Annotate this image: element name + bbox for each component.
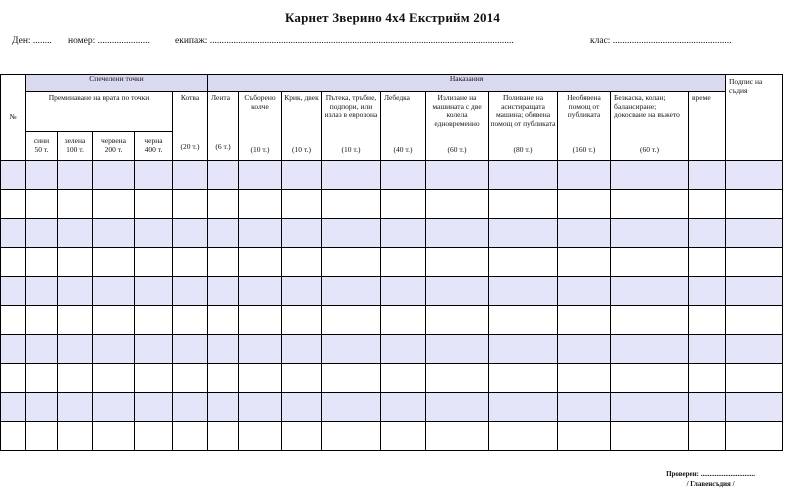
table-cell[interactable] [58, 306, 93, 335]
table-cell[interactable] [558, 248, 611, 277]
anchor-header [173, 92, 208, 161]
penalty-safety-header [611, 92, 689, 161]
penalty-undeclared-help-header [558, 92, 611, 161]
table-cell[interactable] [489, 364, 558, 393]
table-cell[interactable] [239, 248, 282, 277]
number-column-header: № [1, 75, 26, 161]
table-cell[interactable] [689, 161, 726, 190]
table-cell[interactable] [208, 190, 239, 219]
table-cell[interactable] [689, 306, 726, 335]
table-cell[interactable] [239, 364, 282, 393]
table-cell[interactable] [689, 364, 726, 393]
anchor-label: Котва [180, 93, 200, 102]
earned-points-header: Спечелени точки [26, 75, 208, 92]
scorecard-table [0, 74, 783, 451]
table-cell[interactable] [381, 306, 426, 335]
time-header: време [689, 92, 726, 161]
table-cell[interactable] [239, 219, 282, 248]
table-cell[interactable] [689, 190, 726, 219]
table-cell[interactable] [239, 190, 282, 219]
table-cell[interactable] [558, 190, 611, 219]
table-cell[interactable] [489, 277, 558, 306]
table-cell[interactable] [381, 190, 426, 219]
table-cell[interactable] [726, 306, 783, 335]
table-cell[interactable] [58, 219, 93, 248]
table-cell[interactable] [282, 161, 322, 190]
table-cell[interactable] [173, 422, 208, 451]
table-cell[interactable] [208, 161, 239, 190]
table-cell[interactable] [93, 335, 135, 364]
table-cell[interactable] [239, 306, 282, 335]
table-cell[interactable] [322, 335, 381, 364]
table-cell[interactable] [322, 219, 381, 248]
table-cell[interactable] [58, 364, 93, 393]
table-cell[interactable] [135, 335, 173, 364]
gate-label: зелена [64, 136, 86, 146]
table-cell[interactable] [135, 277, 173, 306]
table-cell[interactable] [173, 306, 208, 335]
table-cell[interactable] [173, 393, 208, 422]
table-cell[interactable] [558, 161, 611, 190]
penalty-label: Лебедка [384, 93, 411, 102]
table-cell[interactable] [381, 161, 426, 190]
gate-points: 400 т. [144, 144, 163, 154]
table-cell[interactable] [239, 277, 282, 306]
table-cell[interactable] [135, 393, 173, 422]
table-cell[interactable] [726, 161, 783, 190]
table-cell[interactable] [558, 306, 611, 335]
table-cell[interactable] [26, 190, 58, 219]
penalty-label: Лента [211, 93, 231, 102]
table-row [1, 393, 783, 422]
table-cell[interactable] [426, 248, 489, 277]
table-cell[interactable] [282, 306, 322, 335]
table-cell[interactable] [208, 335, 239, 364]
table-row [1, 219, 783, 248]
penalty-points: (60 т.) [447, 145, 467, 155]
table-cell[interactable] [426, 306, 489, 335]
table-cell[interactable] [93, 422, 135, 451]
table-cell[interactable] [173, 219, 208, 248]
table-row [1, 190, 783, 219]
table-cell[interactable] [208, 306, 239, 335]
table-cell[interactable] [611, 306, 689, 335]
table-cell[interactable] [239, 161, 282, 190]
table-cell[interactable] [726, 190, 783, 219]
penalty-label: Крик, двек [284, 93, 319, 102]
day-field[interactable]: Ден: ........ [12, 36, 52, 46]
table-cell[interactable] [322, 364, 381, 393]
table-cell[interactable] [611, 422, 689, 451]
table-cell[interactable] [381, 219, 426, 248]
gate-label: червена [100, 136, 127, 146]
table-cell[interactable] [558, 393, 611, 422]
table-cell[interactable] [282, 393, 322, 422]
table-cell[interactable] [381, 335, 426, 364]
table-cell[interactable] [58, 277, 93, 306]
table-cell[interactable] [93, 190, 135, 219]
table-cell[interactable] [381, 364, 426, 393]
table-cell[interactable] [558, 277, 611, 306]
table-cell[interactable] [1, 335, 26, 364]
penalty-tape-header [208, 92, 239, 161]
table-cell[interactable] [173, 335, 208, 364]
table-cell[interactable] [1, 364, 26, 393]
penalty-points: (40 т.) [393, 145, 413, 155]
penalty-label: Безкаска, колан; балансиране; докосване на въжето [614, 93, 680, 120]
table-cell[interactable] [322, 306, 381, 335]
anchor-points: (20 т.) [180, 142, 200, 152]
table-row [1, 306, 783, 335]
table-cell[interactable] [1, 219, 26, 248]
table-cell[interactable] [726, 393, 783, 422]
penalty-points: (80 т.) [513, 145, 533, 155]
table-cell[interactable] [239, 393, 282, 422]
table-cell[interactable] [489, 335, 558, 364]
footer [666, 470, 755, 488]
table-cell[interactable] [173, 161, 208, 190]
table-cell[interactable] [426, 422, 489, 451]
table-cell[interactable] [93, 219, 135, 248]
passing-gates-header: Преминаване на врата по точки [26, 92, 173, 132]
penalties-header: Наказания [208, 75, 726, 92]
penalty-points: (10 т.) [292, 145, 311, 155]
table-cell[interactable] [611, 248, 689, 277]
table-cell[interactable] [58, 335, 93, 364]
penalty-two-wheels-header [426, 92, 489, 161]
table-row [1, 335, 783, 364]
penalty-label: Излизане на машината с две колела едновременно [432, 93, 482, 128]
page-title: Карнет Зверино 4x4 Екстрийм 2014 [284, 10, 501, 25]
table-cell[interactable] [489, 190, 558, 219]
table-cell[interactable] [282, 335, 322, 364]
table-cell[interactable] [381, 277, 426, 306]
penalty-label: Съборено колче [244, 93, 276, 111]
table-row [1, 248, 783, 277]
table-cell[interactable] [93, 393, 135, 422]
table-cell[interactable] [322, 161, 381, 190]
table-cell[interactable] [282, 364, 322, 393]
table-cell[interactable] [208, 219, 239, 248]
table-cell[interactable] [489, 219, 558, 248]
table-cell[interactable] [173, 364, 208, 393]
table-cell[interactable] [93, 306, 135, 335]
table-cell[interactable] [726, 219, 783, 248]
table-cell[interactable] [282, 219, 322, 248]
table-cell[interactable] [58, 248, 93, 277]
table-cell[interactable] [489, 306, 558, 335]
penalty-assist-header [489, 92, 558, 161]
table-cell[interactable] [489, 248, 558, 277]
table-cell[interactable] [239, 422, 282, 451]
table-cell[interactable] [322, 248, 381, 277]
penalty-label: Необявена помощ от публиката [567, 93, 601, 120]
table-row [1, 422, 783, 451]
table-cell[interactable] [93, 277, 135, 306]
table-cell[interactable] [558, 335, 611, 364]
table-cell[interactable] [426, 190, 489, 219]
table-cell[interactable] [611, 161, 689, 190]
table-cell[interactable] [135, 248, 173, 277]
table-cell[interactable] [322, 422, 381, 451]
table-cell[interactable] [558, 364, 611, 393]
table-cell[interactable] [26, 248, 58, 277]
chief-judge-label: / Главенсъдия / [686, 480, 735, 488]
table-cell[interactable] [689, 248, 726, 277]
table-cell[interactable] [282, 190, 322, 219]
table-cell[interactable] [689, 422, 726, 451]
penalty-points: (10 т.) [341, 145, 361, 155]
crew-field[interactable]: екипаж: ................................................................................................................................ [175, 36, 514, 46]
gate-blue-header [26, 131, 58, 160]
penalty-label: Поливане на асистиращата машина; обявена помощ от публиката [490, 93, 556, 128]
table-cell[interactable] [322, 190, 381, 219]
table-cell[interactable] [282, 277, 322, 306]
table-cell[interactable] [58, 190, 93, 219]
table-cell[interactable] [558, 219, 611, 248]
table-cell[interactable] [426, 219, 489, 248]
table-cell[interactable] [726, 364, 783, 393]
table-cell[interactable] [208, 393, 239, 422]
gate-points: 50 т. [34, 144, 49, 154]
gate-black-header [135, 131, 173, 160]
table-cell[interactable] [208, 277, 239, 306]
table-cell[interactable] [1, 248, 26, 277]
table-cell[interactable] [611, 219, 689, 248]
table-cell[interactable] [1, 277, 26, 306]
table-cell[interactable] [426, 335, 489, 364]
penalty-points: (160 т.) [572, 145, 596, 155]
table-row [1, 277, 783, 306]
table-cell[interactable] [611, 364, 689, 393]
table-cell[interactable] [611, 277, 689, 306]
table-cell[interactable] [426, 393, 489, 422]
penalty-points: (60 т.) [640, 145, 659, 155]
table-cell[interactable] [282, 248, 322, 277]
table-cell[interactable] [322, 393, 381, 422]
table-cell[interactable] [173, 190, 208, 219]
penalty-track-header [322, 92, 381, 161]
gate-label: черна [144, 136, 163, 146]
table-cell[interactable] [208, 248, 239, 277]
table-cell[interactable] [489, 422, 558, 451]
table-cell[interactable] [135, 161, 173, 190]
table-cell[interactable] [173, 248, 208, 277]
table-cell[interactable] [26, 393, 58, 422]
table-cell[interactable] [611, 335, 689, 364]
table-cell[interactable] [611, 190, 689, 219]
table-cell[interactable] [173, 277, 208, 306]
entry-rows [1, 161, 783, 451]
table-cell[interactable] [135, 364, 173, 393]
table-cell[interactable] [93, 248, 135, 277]
number-field[interactable]: номер: ...................... [68, 36, 150, 46]
table-cell[interactable] [726, 248, 783, 277]
table-cell[interactable] [135, 306, 173, 335]
penalty-points: (6 т.) [215, 142, 231, 152]
table-cell[interactable] [322, 277, 381, 306]
gate-points: 100 т. [66, 144, 84, 154]
table-cell[interactable] [26, 161, 58, 190]
penalty-knocked-stake-header [239, 92, 282, 161]
table-cell[interactable] [611, 393, 689, 422]
table-cell[interactable] [58, 422, 93, 451]
table-cell[interactable] [239, 335, 282, 364]
table-cell[interactable] [1, 393, 26, 422]
table-cell[interactable] [58, 161, 93, 190]
table-cell[interactable] [26, 219, 58, 248]
table-cell[interactable] [282, 422, 322, 451]
table-cell[interactable] [689, 277, 726, 306]
table-cell[interactable] [135, 219, 173, 248]
gate-red-header [93, 131, 135, 160]
table-cell[interactable] [1, 306, 26, 335]
gate-label: сини [33, 136, 50, 146]
table-cell[interactable] [1, 190, 26, 219]
table-cell[interactable] [381, 422, 426, 451]
table-cell[interactable] [26, 306, 58, 335]
table-cell[interactable] [135, 190, 173, 219]
table-cell[interactable] [426, 364, 489, 393]
table-cell[interactable] [1, 422, 26, 451]
table-cell[interactable] [208, 422, 239, 451]
checked-by-field[interactable]: Проверен: ............................... [666, 470, 755, 478]
table-cell[interactable] [426, 161, 489, 190]
penalty-label: Пътека, тръбие, подпори, или излаз в еврозона [324, 93, 378, 120]
table-cell[interactable] [93, 161, 135, 190]
table-cell[interactable] [26, 277, 58, 306]
table-cell[interactable] [726, 277, 783, 306]
table-cell[interactable] [426, 277, 489, 306]
penalty-points: (10 т.) [250, 145, 270, 155]
class-field[interactable]: клас: .................................................. [590, 36, 732, 46]
table-cell[interactable] [689, 393, 726, 422]
table-cell[interactable] [93, 364, 135, 393]
judge-signature-header: Подпис на съдия [726, 75, 783, 161]
table-cell[interactable] [26, 422, 58, 451]
gate-green-header [58, 131, 93, 160]
table-cell[interactable] [489, 161, 558, 190]
table-cell[interactable] [58, 393, 93, 422]
table-cell[interactable] [1, 161, 26, 190]
table-row [1, 161, 783, 190]
table-row [1, 364, 783, 393]
table-cell[interactable] [726, 335, 783, 364]
table-cell[interactable] [26, 364, 58, 393]
table-cell[interactable] [208, 364, 239, 393]
table-cell[interactable] [689, 219, 726, 248]
table-cell[interactable] [26, 335, 58, 364]
penalty-winch-header [381, 92, 426, 161]
gate-points: 200 т. [104, 144, 123, 154]
table-cell[interactable] [381, 393, 426, 422]
table-cell[interactable] [381, 248, 426, 277]
table-cell[interactable] [135, 422, 173, 451]
table-cell[interactable] [558, 422, 611, 451]
penalty-jack-header [282, 92, 322, 161]
table-cell[interactable] [489, 393, 558, 422]
table-cell[interactable] [726, 422, 783, 451]
table-cell[interactable] [689, 335, 726, 364]
